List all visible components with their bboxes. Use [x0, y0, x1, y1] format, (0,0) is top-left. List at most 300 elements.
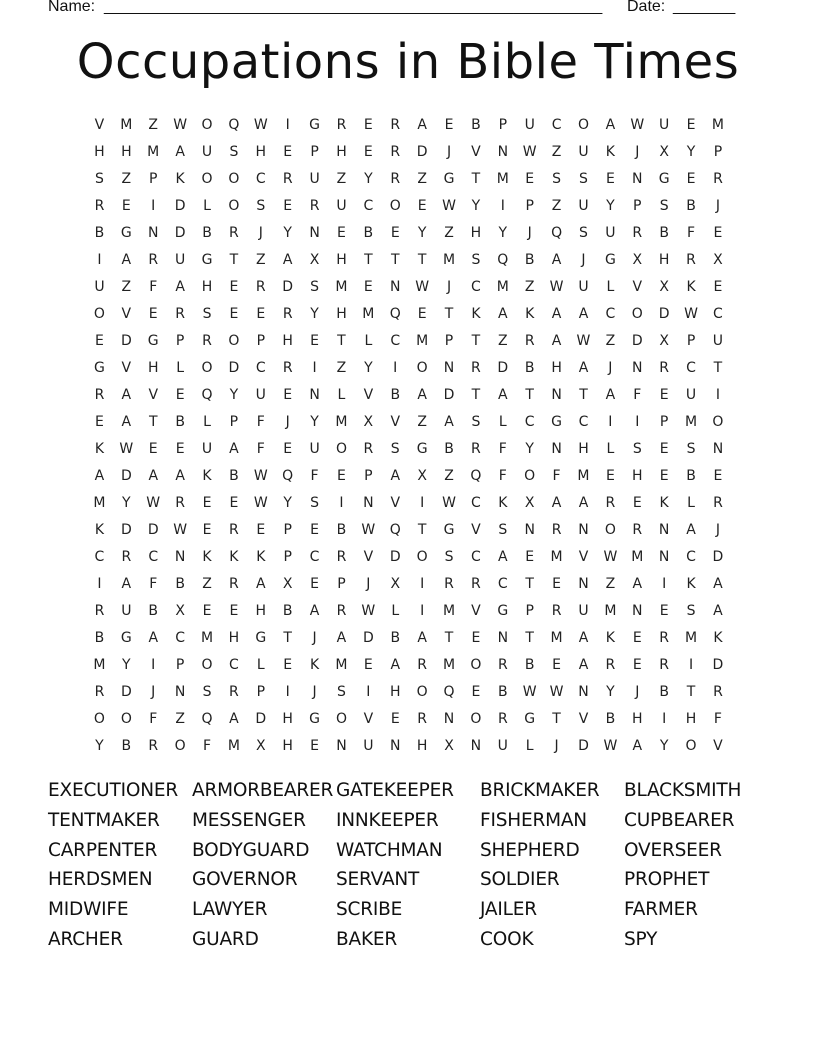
grid-letter: Y [606, 198, 615, 214]
grid-letter: W [361, 522, 376, 538]
grid-letter: M [631, 549, 644, 565]
grid-letter: J [446, 144, 452, 160]
grid-letter: Y [229, 387, 239, 403]
grid-letter: O [416, 684, 428, 700]
word-bank-item: INNKEEPER [336, 809, 439, 831]
grid-letter: O [577, 117, 589, 133]
grid-letter: A [390, 468, 401, 484]
grid-letter: M [550, 549, 563, 565]
word-bank-item: BAKER [336, 928, 398, 950]
grid-letter: E [310, 333, 319, 349]
grid-letter: L [391, 603, 400, 619]
grid-letter: D [497, 360, 509, 376]
grid-letter: R [390, 171, 401, 187]
grid-letter: F [498, 441, 507, 457]
grid-letter: H [282, 333, 293, 349]
grid-letter: C [309, 549, 320, 565]
grid-letter: D [578, 738, 589, 754]
grid-letter: A [444, 414, 454, 430]
grid-letter: A [713, 576, 723, 592]
grid-letter: G [147, 333, 159, 349]
grid-letter: O [524, 468, 536, 484]
grid-letter: R [229, 522, 239, 538]
grid-letter: L [606, 441, 615, 457]
grid-letter: E [175, 441, 185, 457]
grid-letter: T [364, 252, 373, 268]
grid-letter: N [470, 738, 482, 754]
grid-letter: E [552, 576, 562, 592]
grid-letter: N [632, 171, 643, 187]
grid-letter: Z [336, 360, 347, 376]
name-blank: ________________________________________________________ [104, 0, 603, 15]
grid-letter: K [471, 306, 481, 322]
grid-letter: H [121, 144, 132, 160]
grid-letter: T [525, 576, 534, 592]
grid-letter: C [255, 360, 266, 376]
grid-letter: F [256, 414, 265, 430]
grid-letter: B [229, 468, 239, 484]
grid-letter: D [362, 630, 374, 646]
word-bank [48, 780, 788, 951]
grid-letter: A [551, 333, 562, 349]
grid-letter: W [522, 684, 537, 700]
grid-letter: X [175, 603, 185, 619]
grid-letter: N [551, 387, 562, 403]
grid-letter: D [389, 549, 401, 565]
grid-letter: E [310, 738, 319, 754]
grid-letter: S [310, 495, 320, 511]
grid-letter: D [443, 387, 455, 403]
grid-letter: P [686, 333, 696, 349]
grid-letter: O [335, 711, 347, 727]
grid-letter: P [283, 522, 292, 538]
grid-letter: V [390, 414, 401, 430]
grid-letter: Z [551, 198, 562, 214]
grid-letter: Z [336, 171, 347, 187]
grid-letter: H [201, 279, 213, 295]
grid-letter: R [336, 549, 347, 565]
grid-letter: T [444, 630, 454, 646]
grid-letter: W [522, 144, 537, 160]
grid-letter: A [632, 576, 643, 592]
grid-row [86, 627, 731, 654]
grid-letter: L [203, 198, 211, 214]
grid-letter: B [390, 630, 401, 646]
grid-letter: O [470, 657, 482, 673]
grid-letter: U [605, 225, 616, 241]
grid-letter: C [255, 171, 266, 187]
grid-letter: N [578, 684, 589, 700]
grid-letter: A [148, 630, 159, 646]
grid-letter: M [711, 117, 724, 133]
grid-letter: M [684, 630, 698, 646]
grid-letter: R [497, 711, 508, 727]
grid-letter: X [417, 468, 427, 484]
word-bank-item: SERVANT [336, 869, 420, 891]
grid-letter: E [417, 198, 427, 214]
grid-letter: K [713, 630, 723, 646]
grid-letter: G [120, 225, 132, 241]
grid-letter: N [658, 549, 670, 565]
grid-letter: X [713, 252, 723, 268]
grid-letter: C [148, 549, 159, 565]
grid-letter: T [417, 522, 427, 538]
grid-letter: Y [525, 441, 534, 457]
grid-letter: V [390, 495, 401, 511]
grid-letter: H [685, 711, 697, 727]
grid-letter: U [659, 117, 670, 133]
grid-letter: A [121, 387, 132, 403]
grid-letter: I [151, 198, 156, 214]
word-bank-item: GOVERNOR [192, 869, 298, 891]
grid-row [86, 735, 731, 762]
grid-letter: E [659, 387, 669, 403]
grid-letter: A [175, 144, 185, 160]
grid-letter: D [255, 711, 267, 727]
grid-letter: E [310, 576, 319, 592]
grid-letter: K [659, 495, 669, 511]
grid-letter: I [151, 657, 156, 673]
grid-row [86, 276, 731, 303]
grid-letter: N [363, 495, 374, 511]
grid-letter: M [362, 306, 375, 322]
grid-letter: N [497, 630, 509, 646]
grid-letter: T [390, 252, 400, 268]
grid-letter: C [686, 549, 696, 565]
grid-letter: R [121, 549, 132, 565]
grid-letter: Y [95, 738, 104, 754]
grid-letter: E [632, 495, 642, 511]
grid-row [86, 141, 731, 168]
grid-letter: D [282, 279, 294, 295]
grid-letter: L [498, 414, 507, 430]
grid-letter: D [120, 522, 132, 538]
grid-letter: A [578, 657, 589, 673]
grid-letter: N [147, 225, 159, 241]
grid-letter: B [498, 684, 508, 700]
grid-letter: I [420, 576, 425, 592]
grid-letter: H [631, 468, 643, 484]
grid-letter: R [659, 360, 670, 376]
grid-letter: B [94, 225, 105, 241]
grid-letter: T [552, 711, 561, 727]
grid-letter: E [283, 441, 293, 457]
grid-row [86, 411, 731, 438]
grid-letter: R [229, 576, 239, 592]
grid-letter: R [713, 684, 723, 700]
grid-letter: V [121, 306, 132, 322]
grid-letter: U [524, 117, 535, 133]
grid-letter: X [255, 738, 266, 754]
grid-letter: J [635, 684, 640, 700]
grid-letter: S [686, 603, 696, 619]
grid-letter: M [93, 495, 106, 511]
grid-letter: Z [148, 117, 159, 133]
grid-letter: W [576, 333, 591, 349]
word-bank-item: WATCHMAN [336, 839, 443, 861]
grid-letter: K [686, 279, 696, 295]
grid-letter: G [309, 711, 320, 727]
grid-letter: M [577, 468, 590, 484]
grid-letter: B [471, 117, 481, 133]
grid-letter: A [605, 387, 616, 403]
grid-letter: E [202, 495, 212, 511]
grid-letter: W [603, 738, 618, 754]
grid-letter: E [229, 279, 239, 295]
grid-letter: U [685, 387, 697, 403]
grid-letter: G [255, 630, 267, 646]
grid-letter: A [498, 387, 508, 403]
grid-letter: M [550, 630, 563, 646]
grid-row [86, 708, 731, 735]
grid-letter: H [336, 306, 347, 322]
grid-letter: E [202, 603, 212, 619]
grid-letter: K [605, 144, 615, 160]
grid-letter: V [363, 549, 374, 565]
grid-letter: U [201, 441, 213, 457]
grid-letter: N [174, 549, 186, 565]
grid-letter: Q [389, 522, 401, 538]
grid-letter: W [442, 495, 456, 511]
grid-letter: U [578, 279, 589, 295]
grid-letter: E [283, 198, 293, 214]
grid-letter: E [605, 171, 615, 187]
grid-letter: S [337, 684, 346, 700]
grid-letter: F [149, 711, 158, 727]
grid-letter: P [444, 333, 454, 349]
grid-letter: E [390, 225, 400, 241]
grid-letter: V [471, 522, 481, 538]
grid-letter: R [444, 576, 454, 592]
grid-letter: R [551, 603, 562, 619]
grid-letter: X [659, 333, 669, 349]
grid-letter: N [578, 522, 589, 538]
grid-letter: O [120, 711, 132, 727]
grid-letter: E [148, 441, 158, 457]
grid-letter: J [715, 198, 720, 214]
grid-letter: A [498, 549, 508, 565]
grid-letter: V [632, 279, 643, 295]
grid-row [86, 546, 731, 573]
word-bank-item: CARPENTER [48, 839, 158, 861]
grid-letter: J [366, 576, 371, 592]
grid-letter: R [175, 306, 185, 322]
word-bank-item: LAWYER [192, 899, 268, 921]
grid-letter: O [201, 657, 213, 673]
grid-letter: Y [283, 225, 292, 241]
grid-letter: L [525, 738, 534, 754]
grid-letter: W [173, 522, 188, 538]
grid-letter: R [282, 306, 293, 322]
grid-letter: O [712, 414, 724, 430]
grid-letter: I [312, 360, 317, 376]
word-bank-item: SOLDIER [480, 869, 560, 891]
grid-letter: Q [443, 684, 455, 700]
grid-letter: Z [255, 252, 266, 268]
grid-letter: K [256, 549, 266, 565]
grid-letter: P [149, 171, 158, 187]
grid-letter: S [390, 441, 400, 457]
grid-letter: C [94, 549, 105, 565]
grid-letter: Z [417, 171, 427, 187]
grid-letter: J [554, 738, 559, 754]
grid-letter: A [175, 279, 185, 295]
grid-letter: Y [606, 684, 615, 700]
grid-letter: P [175, 657, 185, 673]
grid-letter: R [148, 738, 159, 754]
word-bank-item: BRICKMAKER [480, 780, 600, 801]
grid-letter: S [202, 306, 212, 322]
grid-row [86, 492, 731, 519]
grid-letter: P [310, 144, 319, 160]
grid-letter: A [498, 306, 508, 322]
grid-letter: K [686, 576, 696, 592]
date-blank: _______ [673, 0, 736, 15]
grid-letter: H [631, 711, 643, 727]
grid-letter: B [659, 684, 669, 700]
grid-letter: Q [201, 387, 213, 403]
grid-letter: D [120, 333, 132, 349]
grid-letter: D [712, 549, 724, 565]
grid-letter: N [443, 711, 455, 727]
grid-letter: I [635, 414, 640, 430]
grid-letter: E [363, 117, 373, 133]
grid-letter: A [229, 711, 239, 727]
grid-letter: Z [417, 414, 427, 430]
grid-letter: G [497, 603, 509, 619]
grid-letter: R [713, 495, 723, 511]
grid-letter: K [525, 306, 535, 322]
grid-letter: A [256, 576, 266, 592]
grid-letter: M [496, 171, 509, 187]
grid-letter: J [446, 279, 452, 295]
grid-letter: F [552, 468, 561, 484]
grid-letter: Y [498, 225, 508, 241]
word-bank-item: MESSENGER [192, 809, 306, 831]
grid-letter: A [605, 117, 616, 133]
grid-letter: J [312, 684, 317, 700]
grid-letter: T [713, 360, 723, 376]
grid-letter: L [337, 387, 346, 403]
grid-letter: U [578, 144, 589, 160]
grid-letter: H [147, 360, 159, 376]
grid-letter: R [390, 117, 401, 133]
grid-letter: P [337, 576, 346, 592]
grid-letter: O [416, 549, 428, 565]
grid-letter: U [309, 171, 320, 187]
grid-letter: G [551, 414, 563, 430]
grid-letter: P [229, 414, 239, 430]
grid-letter: X [363, 414, 374, 430]
grid-letter: Z [444, 225, 454, 241]
grid-letter: N [174, 684, 186, 700]
grid-letter: N [632, 603, 643, 619]
grid-letter: V [578, 711, 589, 727]
grid-letter: C [686, 360, 696, 376]
grid-letter: K [94, 441, 105, 457]
word-bank-item: PROPHET [624, 869, 710, 891]
grid-letter: C [713, 306, 723, 322]
grid-letter: S [471, 252, 481, 268]
grid-letter: Y [283, 495, 292, 511]
word-bank-item: SCRIBE [336, 899, 403, 921]
grid-letter: W [119, 441, 134, 457]
grid-letter: M [604, 603, 617, 619]
grid-row [86, 168, 731, 195]
grid-letter: E [256, 306, 266, 322]
grid-letter: I [420, 603, 425, 619]
grid-letter: B [686, 198, 696, 214]
grid-letter: Y [364, 171, 373, 187]
grid-letter: R [336, 117, 347, 133]
grid-letter: E [713, 468, 723, 484]
grid-letter: N [497, 144, 509, 160]
grid-row [86, 384, 731, 411]
grid-letter: E [283, 387, 293, 403]
grid-row [86, 600, 731, 627]
grid-letter: P [713, 144, 723, 160]
grid-letter: X [282, 576, 293, 592]
grid-letter: F [310, 468, 319, 484]
grid-letter: I [715, 387, 720, 403]
grid-letter: O [201, 171, 213, 187]
grid-letter: J [635, 144, 640, 160]
grid-letter: R [659, 630, 670, 646]
grid-letter: R [282, 171, 293, 187]
grid-letter: M [335, 657, 348, 673]
grid-letter: H [255, 144, 267, 160]
grid-letter: E [632, 657, 642, 673]
grid-letter: S [444, 549, 454, 565]
grid-letter: C [497, 576, 508, 592]
grid-letter: L [606, 279, 615, 295]
grid-letter: C [390, 333, 401, 349]
grid-letter: S [552, 171, 562, 187]
grid-letter: O [631, 306, 643, 322]
grid-letter: W [549, 279, 564, 295]
grid-letter: Z [202, 576, 212, 592]
grid-letter: A [417, 630, 427, 646]
grid-letter: E [229, 603, 239, 619]
grid-letter: U [201, 144, 213, 160]
grid-letter: X [390, 576, 401, 592]
grid-letter: I [608, 414, 613, 430]
grid-letter: O [416, 360, 428, 376]
word-bank-item: JAILER [480, 899, 537, 921]
grid-letter: R [363, 441, 374, 457]
grid-letter: R [148, 252, 159, 268]
grid-letter: T [337, 333, 346, 349]
grid-letter: O [201, 117, 213, 133]
word-bank-item: SHEPHERD [480, 839, 580, 861]
grid-letter: H [282, 738, 293, 754]
grid-letter: K [94, 522, 105, 538]
grid-letter: V [94, 117, 105, 133]
grid-letter: R [471, 360, 481, 376]
grid-letter: A [417, 387, 427, 403]
grid-letter: R [229, 684, 239, 700]
grid-letter: N [578, 576, 589, 592]
grid-letter: E [175, 387, 185, 403]
grid-letter: A [336, 630, 347, 646]
grid-letter: H [551, 360, 562, 376]
grid-letter: C [175, 630, 185, 646]
page-title: Occupations in Bible Times [76, 34, 740, 90]
grid-row [86, 330, 731, 357]
grid-letter: T [148, 414, 158, 430]
grid-letter: M [120, 117, 133, 133]
grid-letter: D [174, 198, 186, 214]
